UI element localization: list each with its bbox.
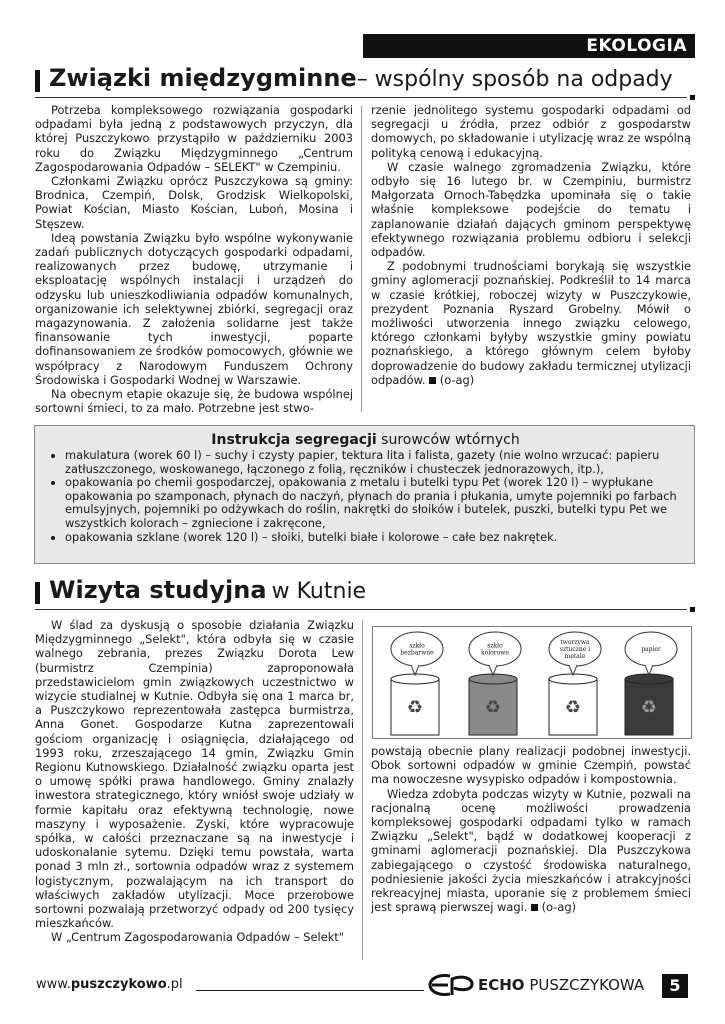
article-title xyxy=(35,64,695,98)
paragraph: Członkami Związku oprócz Puszczykowa są gminy: Brodnica, Czempiń, Dolsk, Grodzisk Wielkopolski, Powiat Kościan, Miasto Kościan, Luboń, Mosina i Stęszew. xyxy=(35,174,353,231)
title-end-square xyxy=(690,95,695,100)
title-bar-decoration xyxy=(35,582,40,604)
recycling-bin xyxy=(391,632,443,735)
ep-logo-icon xyxy=(428,973,474,1001)
article-column-right xyxy=(371,103,691,387)
article-title-bold: Związki międzygminne xyxy=(49,64,357,92)
recycling-bin xyxy=(469,632,521,735)
bin-label: tworzywa sztuczne i metale xyxy=(559,639,591,660)
bin-label: szkło kolorowe xyxy=(481,642,509,657)
article-title-bold: Wizyta studyjna xyxy=(49,576,267,604)
paragraph xyxy=(371,787,691,915)
section-label: EKOLOGIA xyxy=(363,34,695,58)
title-underline xyxy=(35,609,687,610)
recycle-icon: ♻ xyxy=(484,697,502,718)
instruction-list xyxy=(47,449,684,544)
segregation-instruction-box xyxy=(34,425,695,564)
paragraph: Na obecnym etapie okazuje się, że budowa wspólnej sortowni śmieci, to za mało. Potrzebne jest stwo- xyxy=(35,387,353,416)
footer-url[interactable] xyxy=(36,977,183,992)
title-bar-decoration xyxy=(35,70,40,92)
bins-svg xyxy=(373,627,691,738)
bin-label: szkło bezbarwne xyxy=(400,642,434,657)
brand-light: PUSZCZYKOWA xyxy=(529,976,645,994)
bin-label: papier xyxy=(641,646,661,653)
article-title xyxy=(35,576,695,610)
end-mark-icon xyxy=(429,377,436,384)
list-item: • opakowania po chemii gospodarczej, opakowania z metalu i butelki typu Pet (worek 120 l) – wypłukane opakowania po szamponach, płynach do naczyń, płynach do prania i płukania, umyte pojemniki po farbach emulsyjnych, pojemniki po odżywkach do roślin, nakrętki do słoików i butelek, puszki, butelki typu Pet we wszystkich kolorach – zgniecione i zakręcone, xyxy=(65,476,684,530)
url-domain: puszczykowo xyxy=(70,977,167,992)
paragraph: Potrzeba kompleksowego rozwiązania gospodarki odpadami była jedną z podstawowych przyczyn, dla której Puszczykowo przystąpiło w październiku 2003 roku do Związku Międzygminnego „Centrum Zagospodarowania Odpadów – SELEKT" w Czempiniu. xyxy=(35,103,353,174)
paragraph: W czasie walnego zgromadzenia Związku, które odbyło się 16 lutego br. w Czempiniu, burmistrz Małgorzata Ornoch-Tabędzka upominała się o takie właśnie kompleksowe podejście do tematu i zaplanowanie działań dających gminom perspektywę efektywnego rozwiązania problemu odbioru i selekcji odpadów. xyxy=(371,159,691,260)
article-column-left xyxy=(35,103,353,415)
article-title-light: w Kutnie xyxy=(271,579,367,604)
recycling-bin xyxy=(549,632,601,735)
paragraph: powstają obecnie plany realizacji podobnej inwestycji. Obok sortowni odpadów w gminie Czempiń, powstać ma nowoczesne wysypisko odpadów i kompostownia. xyxy=(371,744,691,787)
paragraph-text: Z podobnymi trudnościami borykają się wszystkie gminy aglomeracji poznańskiej. Podkreślił to 14 marca w czasie krótkiej, roboczej wizyty w Puszczykowie, prezydent Poznania Ryszard Grobelny. Mówił o możliwości utworzenia innego związku celowego, którego członkami byłyby wszystkie gminy powiatu poznańskiego, a którego głównym celem byłoby doprowadzenie do budowy zakładu termicznej utylizacji odpadów. xyxy=(371,259,691,387)
footer-rule xyxy=(196,990,424,991)
author-signature: (o-ag) xyxy=(439,372,475,387)
column-divider xyxy=(362,620,363,960)
end-mark-icon xyxy=(531,904,538,911)
paragraph: W ślad za dyskusją o sposobie działania Związku Międzygminnego „Selekt", która odbyła się w czasie walnego zebrania, prezes Związku Dorota Lew (burmistrz Czempinia) zaproponowała przedstawicielom gmin związkowych uczestnictwo w wizycie studialnej w Kutnie. Odbyła się ona 1 marca br, a Puszczykowo reprezentowała zastępca burmistrza, Anna Gonet. Gospodarze Kutna zaprezentowali gościom organizację i osiągnięcia, działającego od 1993 roku, zrzeszającego 14 gmin, Związku Gmin Regionu Kutnowskiego. Działalność związku oparta jest o umowę spółki prawa handlowego. Gminy znalazły inwestora strategicznego, który wniósł swoje udziały w formie kapitału oraz efektywną technologię, nowe maszyny i wyposażenie. Zyski, które wypracowuje spółka, w całości przeznaczane są na inwestycje i udoskonalanie sytemu. Dzięki temu powstała, warta ponad 3 mln zł., sortownia odpadów wraz z systemem logistycznym, pozwalającym na ich transport do właściwych zakładów utylizacji. Moce przerobowe sortowni pozwalają przetworzyć odpady od 200 tysięcy mieszkańców. xyxy=(35,618,354,931)
title-end-square xyxy=(690,607,695,612)
list-item: • opakowania szklane (worek 120 l) – słoiki, butelki białe i kolorowe – całe bez nakrętek. xyxy=(65,531,684,545)
publication-name xyxy=(478,976,644,994)
article-column-left xyxy=(35,618,354,945)
instruction-title-bold: Instrukcja segregacji xyxy=(211,432,377,448)
article-title-light: – wspólny sposób na odpady xyxy=(356,67,673,92)
list-item: • makulatura (worek 60 l) – suchy i czysty papier, tektura lita i falista, gazety (nie wolno wrzucać: papieru zatłuszczonego, woskowanego, łączonego z folią, ręczników i chusteczek jednorazowych, itp.), xyxy=(65,449,684,476)
instruction-title xyxy=(47,432,684,448)
recycling-bin xyxy=(625,632,677,735)
paragraph xyxy=(371,259,691,387)
paragraph-text: Wiedza zdobyta podczas wizyty w Kutnie, pozwali na racjonalną ocenę możliwości prowadzenia kompleksowej gospodarki odpadami tylko w ramach Związku „Selekt", bądź w dodatkowej kooperacji z gminami aglomeracji poznańskiej. Dla Puszczykowa zabiegającego o czystość środowiska naturalnego, podniesienie jakości życia mieszkańców i atrakcyjności rekreacyjnej miasta, uporanie się z problemem śmieci jest sprawą pierwszej wagi. xyxy=(371,786,691,915)
recycle-icon: ♻ xyxy=(406,697,424,718)
instruction-title-light: surowców wtórnych xyxy=(381,432,520,448)
column-divider xyxy=(361,106,362,412)
brand-bold: ECHO xyxy=(478,976,525,994)
article-column-right xyxy=(371,744,691,914)
recycle-icon: ♻ xyxy=(640,697,658,718)
paragraph: W „Centrum Zagospodarowania Odpadów – Selekt" xyxy=(51,930,345,945)
url-suffix: .pl xyxy=(166,977,183,992)
author-signature: (o-ag) xyxy=(541,900,577,915)
page-number: 5 xyxy=(662,974,688,998)
paragraph: rzenie jednolitego systemu gospodarki odpadami od segregacji u źródła, przez odbiór z gospodarstw domowych, po składowanie i utylizację wraz ze wspólną polityką cenową i edukacyjną. xyxy=(371,103,691,160)
recycling-bins-illustration xyxy=(372,626,692,739)
paragraph: Ideą powstania Związku było wspólne wykonywanie zadań publicznych dotyczących gospodarki odpadami, realizowanych przez budowę, utrzymanie i eksploatację wspólnych instalacji i urządzeń do odzysku lub unieszkodliwiania odpadów komunalnych, organizowanie ich selektywnej zbiórki, segregacji oraz magazynowania. Z założenia solidarne jest także finansowanie tych inwestycji, poparte dofinansowaniem ze środków pomocowych, głównie we współpracy z Narodowym Funduszem Ochrony Środowiska i Gospodarki Wodnej w Warszawie. xyxy=(35,230,353,387)
recycle-icon: ♻ xyxy=(564,697,582,718)
url-prefix: www. xyxy=(36,977,71,992)
title-underline xyxy=(35,97,687,98)
